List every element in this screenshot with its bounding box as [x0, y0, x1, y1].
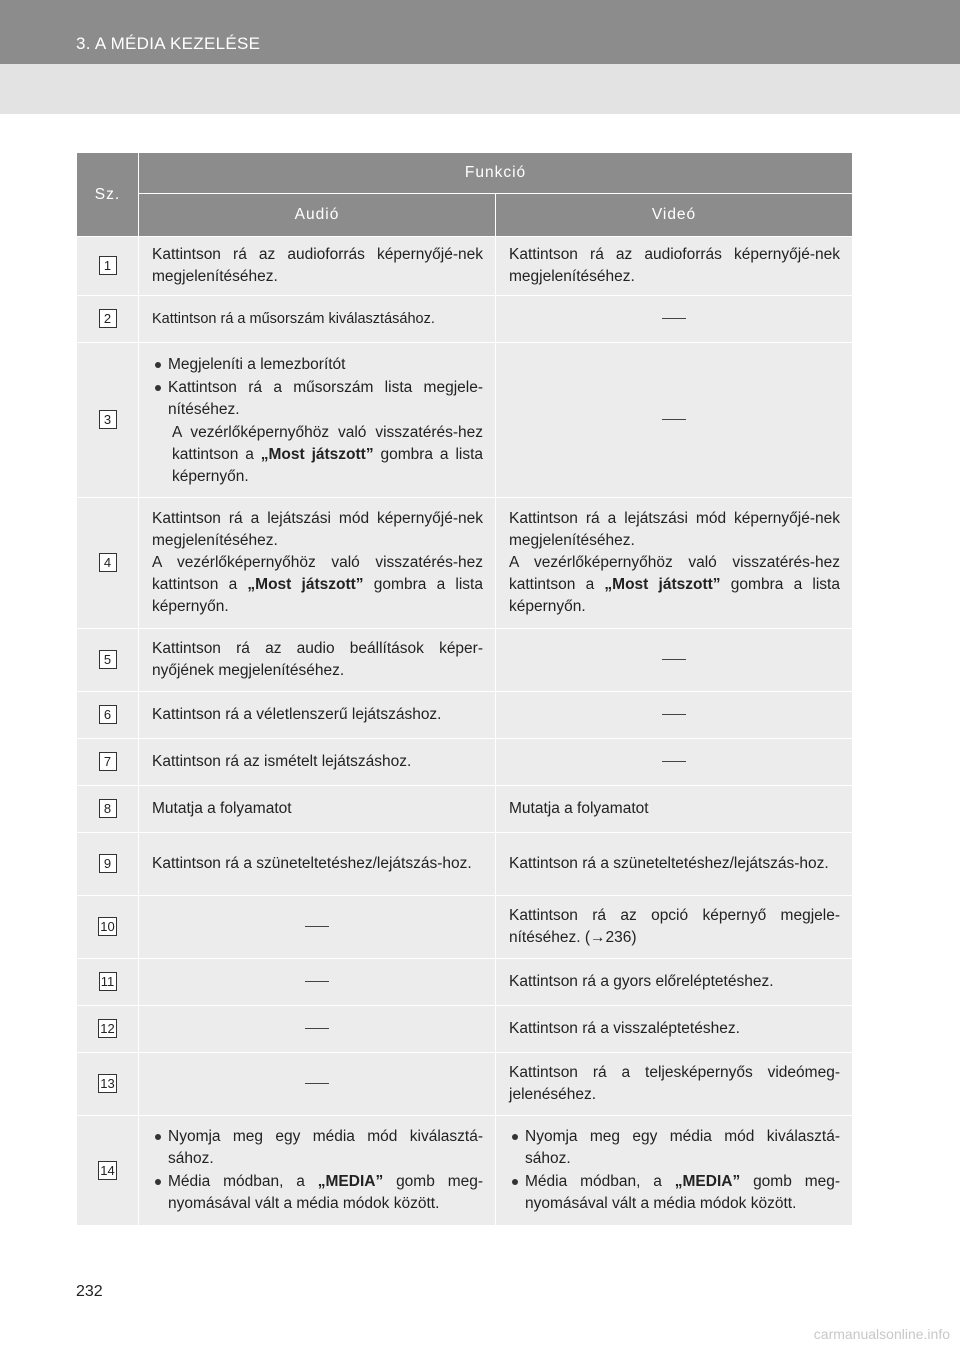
watermark: carmanualsonline.info	[813, 1326, 950, 1342]
cell-line	[152, 552, 483, 618]
row-number: 14	[100, 1162, 115, 1178]
video-cell: Kattintson rá az opció képernyő megjele-nítéséhez. (→236)	[496, 896, 853, 959]
button-name-bold: „MEDIA”	[674, 1173, 741, 1190]
button-name-bold: „MEDIA”	[317, 1173, 384, 1190]
table-row	[77, 833, 853, 896]
audio-cell: Kattintson rá a véletlenszerű lejátszáshoz.	[139, 692, 496, 739]
row-number: 7	[99, 752, 117, 771]
table-row	[77, 629, 853, 692]
row-number: 4	[99, 553, 117, 572]
video-cell: Kattintson rá az audioforrás képernyőjé-nek megjelenítéséhez.	[496, 237, 853, 296]
column-header-video: Videó	[496, 194, 853, 237]
not-applicable-dash	[305, 981, 329, 982]
note-text	[152, 422, 483, 488]
cell-line: Kattintson rá a lejátszási mód képernyőjé-nek megjelenítéséhez.	[152, 510, 483, 549]
table-row	[77, 896, 853, 959]
audio-cell: Kattintson rá a műsorszám kiválasztásához.	[139, 296, 496, 343]
video-cell: Kattintson rá a gyors előreléptetéshez.	[496, 959, 853, 1006]
row-number: 8	[99, 799, 117, 818]
row-number: 6	[99, 705, 117, 724]
video-cell	[496, 692, 853, 739]
not-applicable-dash	[305, 926, 329, 927]
not-applicable-dash	[662, 659, 686, 660]
row-number: 5	[99, 650, 117, 669]
list-item	[152, 1171, 483, 1215]
table-row	[77, 1116, 853, 1226]
row-number: 3	[99, 410, 117, 429]
table-row	[77, 343, 853, 498]
button-name-bold: „Most játszott”	[260, 445, 374, 463]
video-cell	[496, 498, 853, 629]
video-cell	[496, 296, 853, 343]
list-item: Nyomja meg egy média mód kiválasztá-sához.	[509, 1126, 840, 1170]
table-row	[77, 959, 853, 1006]
row-number: 1	[99, 256, 117, 275]
list-item	[509, 1171, 840, 1215]
video-cell: Kattintson rá a szüneteltetéshez/lejátszás-hoz.	[496, 833, 853, 896]
audio-cell	[139, 498, 496, 629]
table-row	[77, 1006, 853, 1053]
table-row	[77, 1053, 853, 1116]
row-number: 11	[99, 972, 117, 991]
audio-cell	[139, 1006, 496, 1053]
list-item: Kattintson rá a műsorszám lista megjele-nítéséhez.	[152, 377, 483, 421]
bullet-list	[152, 354, 483, 421]
audio-cell: Kattintson rá a szüneteltetéshez/lejátszás-hoz.	[139, 833, 496, 896]
list-item: Megjeleníti a lemezborítót	[152, 354, 483, 376]
video-cell: Kattintson rá a visszaléptetéshez.	[496, 1006, 853, 1053]
table-row	[77, 692, 853, 739]
table-row	[77, 739, 853, 786]
row-number: 12	[100, 1021, 115, 1036]
cell-line	[509, 552, 840, 618]
bullet-list	[152, 1126, 483, 1215]
text-part: gomb meg-nyomásával vált a média módok között.	[168, 1173, 484, 1212]
row-number: 10	[100, 919, 115, 934]
not-applicable-dash	[305, 1083, 329, 1084]
not-applicable-dash	[662, 419, 686, 420]
not-applicable-dash	[662, 714, 686, 715]
note-text-part: A vezérlőképernyőhöz való visszatérés-hez kattintson a	[172, 423, 483, 463]
audio-cell: Kattintson rá az ismételt lejátszáshoz.	[139, 739, 496, 786]
button-name-bold: „Most játszott”	[247, 576, 364, 593]
audio-cell: Kattintson rá az audio beállítások képer-nyőjének megjelenítéséhez.	[139, 629, 496, 692]
section-title: 3. A MÉDIA KEZELÉSE	[76, 34, 261, 53]
not-applicable-dash	[662, 318, 686, 319]
text-part: gombra a lista képernyőn.	[509, 576, 840, 615]
video-cell	[496, 343, 853, 498]
video-cell	[496, 629, 853, 692]
text-part: A vezérlőképernyőhöz való visszatérés-hez kattintson a	[509, 554, 840, 593]
table-row	[77, 786, 853, 833]
audio-cell: Mutatja a folyamatot	[139, 786, 496, 833]
section-header-bar	[0, 0, 960, 64]
video-cell: Kattintson rá a teljesképernyős videómeg-jelenéséhez.	[496, 1053, 853, 1116]
audio-cell: Kattintson rá az audioforrás képernyőjé-nek megjelenítéséhez.	[139, 237, 496, 296]
row-number: 2	[99, 309, 117, 328]
note-text-part: gombra a lista képernyőn.	[172, 445, 484, 485]
text-part: Média módban, a	[525, 1173, 675, 1190]
column-header-function: Funkció	[139, 153, 853, 194]
not-applicable-dash	[305, 1028, 329, 1029]
page-number: 232	[76, 1283, 103, 1300]
row-number: 13	[100, 1076, 115, 1091]
not-applicable-dash	[662, 761, 686, 762]
audio-cell	[139, 959, 496, 1006]
text-part: gombra a lista képernyőn.	[152, 576, 483, 615]
video-cell	[496, 739, 853, 786]
video-cell	[496, 1116, 853, 1226]
audio-cell	[139, 896, 496, 959]
column-header-audio: Audió	[139, 194, 496, 237]
cell-line: Kattintson rá a lejátszási mód képernyőjé-nek megjelenítéséhez.	[509, 510, 840, 549]
audio-cell	[139, 1116, 496, 1226]
table-row	[77, 296, 853, 343]
function-table	[76, 152, 853, 1226]
header-subbar	[0, 64, 960, 114]
bullet-list	[509, 1126, 840, 1215]
text-part: gomb meg-nyomásával vált a média módok között.	[525, 1173, 841, 1212]
audio-cell	[139, 343, 496, 498]
row-number: 9	[99, 854, 117, 873]
video-cell: Mutatja a folyamatot	[496, 786, 853, 833]
text-part: A vezérlőképernyőhöz való visszatérés-hez kattintson a	[152, 554, 483, 593]
audio-cell	[139, 1053, 496, 1116]
list-item: Nyomja meg egy média mód kiválasztá-sához.	[152, 1126, 483, 1170]
table-row	[77, 498, 853, 629]
table-row	[77, 237, 853, 296]
button-name-bold: „Most játszott”	[604, 576, 721, 593]
column-header-number: Sz.	[77, 153, 139, 237]
text-part: Média módban, a	[168, 1173, 318, 1190]
